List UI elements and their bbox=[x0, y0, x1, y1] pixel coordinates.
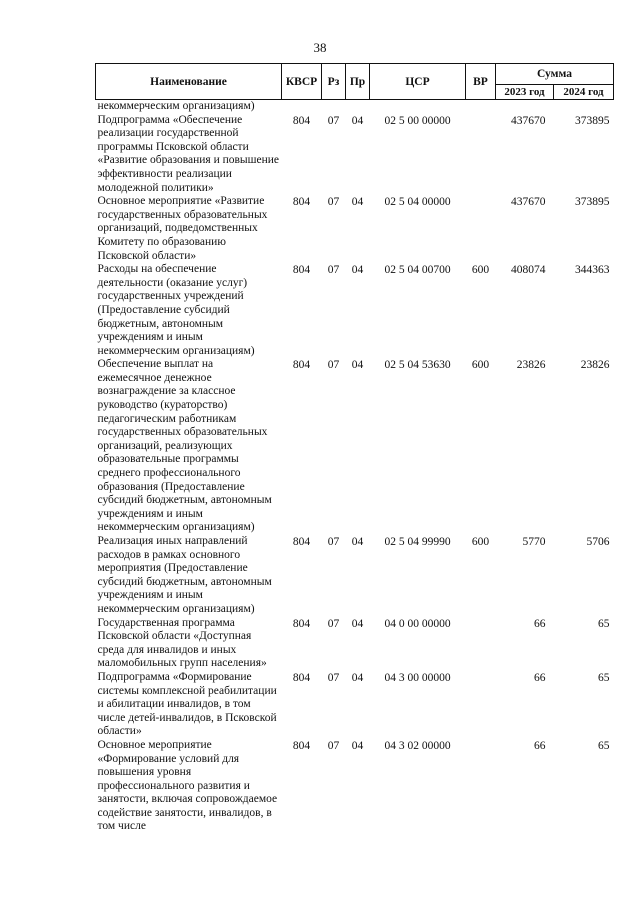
row-pr: 04 bbox=[351, 671, 364, 684]
row-kvsr: 804 bbox=[292, 536, 311, 548]
header-year-2023: 2023 год bbox=[496, 85, 554, 100]
header-vr: ВР bbox=[466, 64, 496, 100]
row-csr: 02 5 04 99990 bbox=[384, 536, 451, 548]
row-vr: 600 bbox=[471, 264, 490, 277]
row-rz: 07 bbox=[327, 671, 340, 684]
row-sum-2024: 5706 bbox=[586, 536, 610, 548]
row-kvsr: 804 bbox=[292, 359, 311, 372]
continuation-row bbox=[96, 100, 614, 114]
row-rz: 07 bbox=[327, 359, 340, 372]
row-pr: 04 bbox=[351, 114, 364, 127]
row-sum-2023: 66 bbox=[534, 671, 546, 684]
row-sum-2023: 23826 bbox=[516, 359, 546, 372]
table-row bbox=[96, 358, 614, 535]
row-kvsr: 804 bbox=[292, 264, 311, 277]
row-vr: 600 bbox=[471, 359, 490, 372]
row-kvsr: 804 bbox=[292, 671, 311, 684]
row-rz: 07 bbox=[327, 264, 340, 277]
header-kvsr: КВСР bbox=[282, 64, 322, 100]
row-sum-2023: 66 bbox=[534, 739, 546, 752]
row-name: Обеспечение выплат на ежемесячное денежное вознаграждение за классное руководство (кураторство) педагогическим работникам государственных образовательных организаций, реализующих образовательные программы среднего профессионального образования (Предоставление субсидий бюджетным, автономным учреждениям и иным некоммерческим организациям) bbox=[97, 358, 272, 534]
row-sum-2024: 373895 bbox=[575, 114, 610, 127]
row-rz: 07 bbox=[327, 196, 340, 209]
row-vr bbox=[466, 114, 496, 196]
row-vr bbox=[466, 195, 496, 263]
header-sum: Сумма bbox=[496, 64, 614, 85]
row-sum-2024: 65 bbox=[598, 739, 610, 752]
row-csr: 02 5 04 00700 bbox=[384, 264, 451, 277]
header-name: Наименование bbox=[96, 64, 282, 100]
row-csr: 02 5 00 00000 bbox=[384, 114, 451, 127]
row-kvsr: 804 bbox=[292, 617, 311, 630]
row-sum-2023: 437670 bbox=[511, 196, 546, 209]
row-sum-2024: 65 bbox=[598, 671, 610, 684]
row-csr: 02 5 04 53630 bbox=[384, 359, 451, 372]
row-name: Подпрограмма «Формирование системы комплексной реабилитации и абилитации инвалидов, в том числе детей-инвалидов, в Псковской области» bbox=[97, 670, 277, 738]
row-kvsr: 804 bbox=[292, 114, 311, 127]
row-pr: 04 bbox=[351, 264, 364, 277]
table-row bbox=[96, 535, 614, 617]
table-row bbox=[96, 617, 614, 671]
row-sum-2024: 23826 bbox=[580, 359, 610, 372]
row-csr: 04 3 00 00000 bbox=[384, 671, 451, 684]
row-pr: 04 bbox=[351, 359, 364, 372]
table-row bbox=[96, 263, 614, 358]
row-pr: 04 bbox=[351, 196, 364, 209]
row-rz: 07 bbox=[327, 536, 340, 548]
row-vr bbox=[466, 671, 496, 739]
row-sum-2023: 5770 bbox=[522, 536, 546, 548]
row-name: Расходы на обеспечение деятельности (оказание услуг) государственных учреждений (Предоставление субсидий бюджетным, автономным учреждениям и иным некоммерческим организациям) bbox=[97, 263, 255, 357]
header-rz: Рз bbox=[322, 64, 346, 100]
row-sum-2023: 437670 bbox=[511, 114, 546, 127]
row-csr: 04 3 02 00000 bbox=[384, 739, 451, 752]
header-year-2024: 2024 год bbox=[554, 85, 614, 100]
table-row bbox=[96, 671, 614, 739]
row-name: Основное мероприятие «Формирование условий для повышения уровня профессионального развития и занятости, включая сопровождаемое содействие занятости, инвалидов, в том числе bbox=[97, 738, 278, 833]
row-pr: 04 bbox=[351, 536, 364, 548]
row-name: Государственная программа Псковской области «Доступная среда для инвалидов и иных маломобильных групп населения» bbox=[97, 616, 267, 670]
row-rz: 07 bbox=[327, 114, 340, 127]
row-csr: 04 0 00 00000 bbox=[384, 617, 451, 630]
row-rz: 07 bbox=[327, 617, 340, 630]
row-name: Основное мероприятие «Развитие государственных образовательных организаций, подведомственных Комитету по образованию Псковской области» bbox=[97, 195, 268, 262]
budget-table bbox=[95, 63, 614, 834]
table-row bbox=[96, 195, 614, 263]
row-kvsr: 804 bbox=[292, 739, 311, 752]
row-vr bbox=[466, 617, 496, 671]
row-sum-2024: 373895 bbox=[575, 196, 610, 209]
table-row bbox=[96, 114, 614, 196]
row-vr: 600 bbox=[471, 536, 490, 548]
row-sum-2024: 65 bbox=[598, 617, 610, 630]
row-sum-2024: 344363 bbox=[575, 264, 610, 277]
page-number: 38 bbox=[313, 40, 327, 55]
row-pr: 04 bbox=[351, 617, 364, 630]
row-name: Реализация иных направлений расходов в рамках основного мероприятия (Предоставление субсидий бюджетным, автономным учреждениям и иным некоммерческим организациям) bbox=[97, 535, 272, 615]
row-pr: 04 bbox=[351, 739, 364, 752]
row-name: Подпрограмма «Обеспечение реализации государственной программы Псковской области «Развитие образования и повышение эффективности реализации молодежной политики» bbox=[97, 113, 280, 194]
table-header bbox=[96, 64, 614, 100]
row-sum-2023: 66 bbox=[534, 617, 546, 630]
row-kvsr: 804 bbox=[292, 196, 311, 209]
table-row bbox=[96, 739, 614, 834]
header-csr: ЦСР bbox=[370, 64, 466, 100]
row-rz: 07 bbox=[327, 739, 340, 752]
header-pr: Пр bbox=[346, 64, 370, 100]
continuation-text: некоммерческим организациям) bbox=[97, 100, 255, 112]
row-vr bbox=[466, 739, 496, 834]
row-sum-2023: 408074 bbox=[511, 264, 546, 277]
row-csr: 02 5 04 00000 bbox=[384, 196, 451, 209]
